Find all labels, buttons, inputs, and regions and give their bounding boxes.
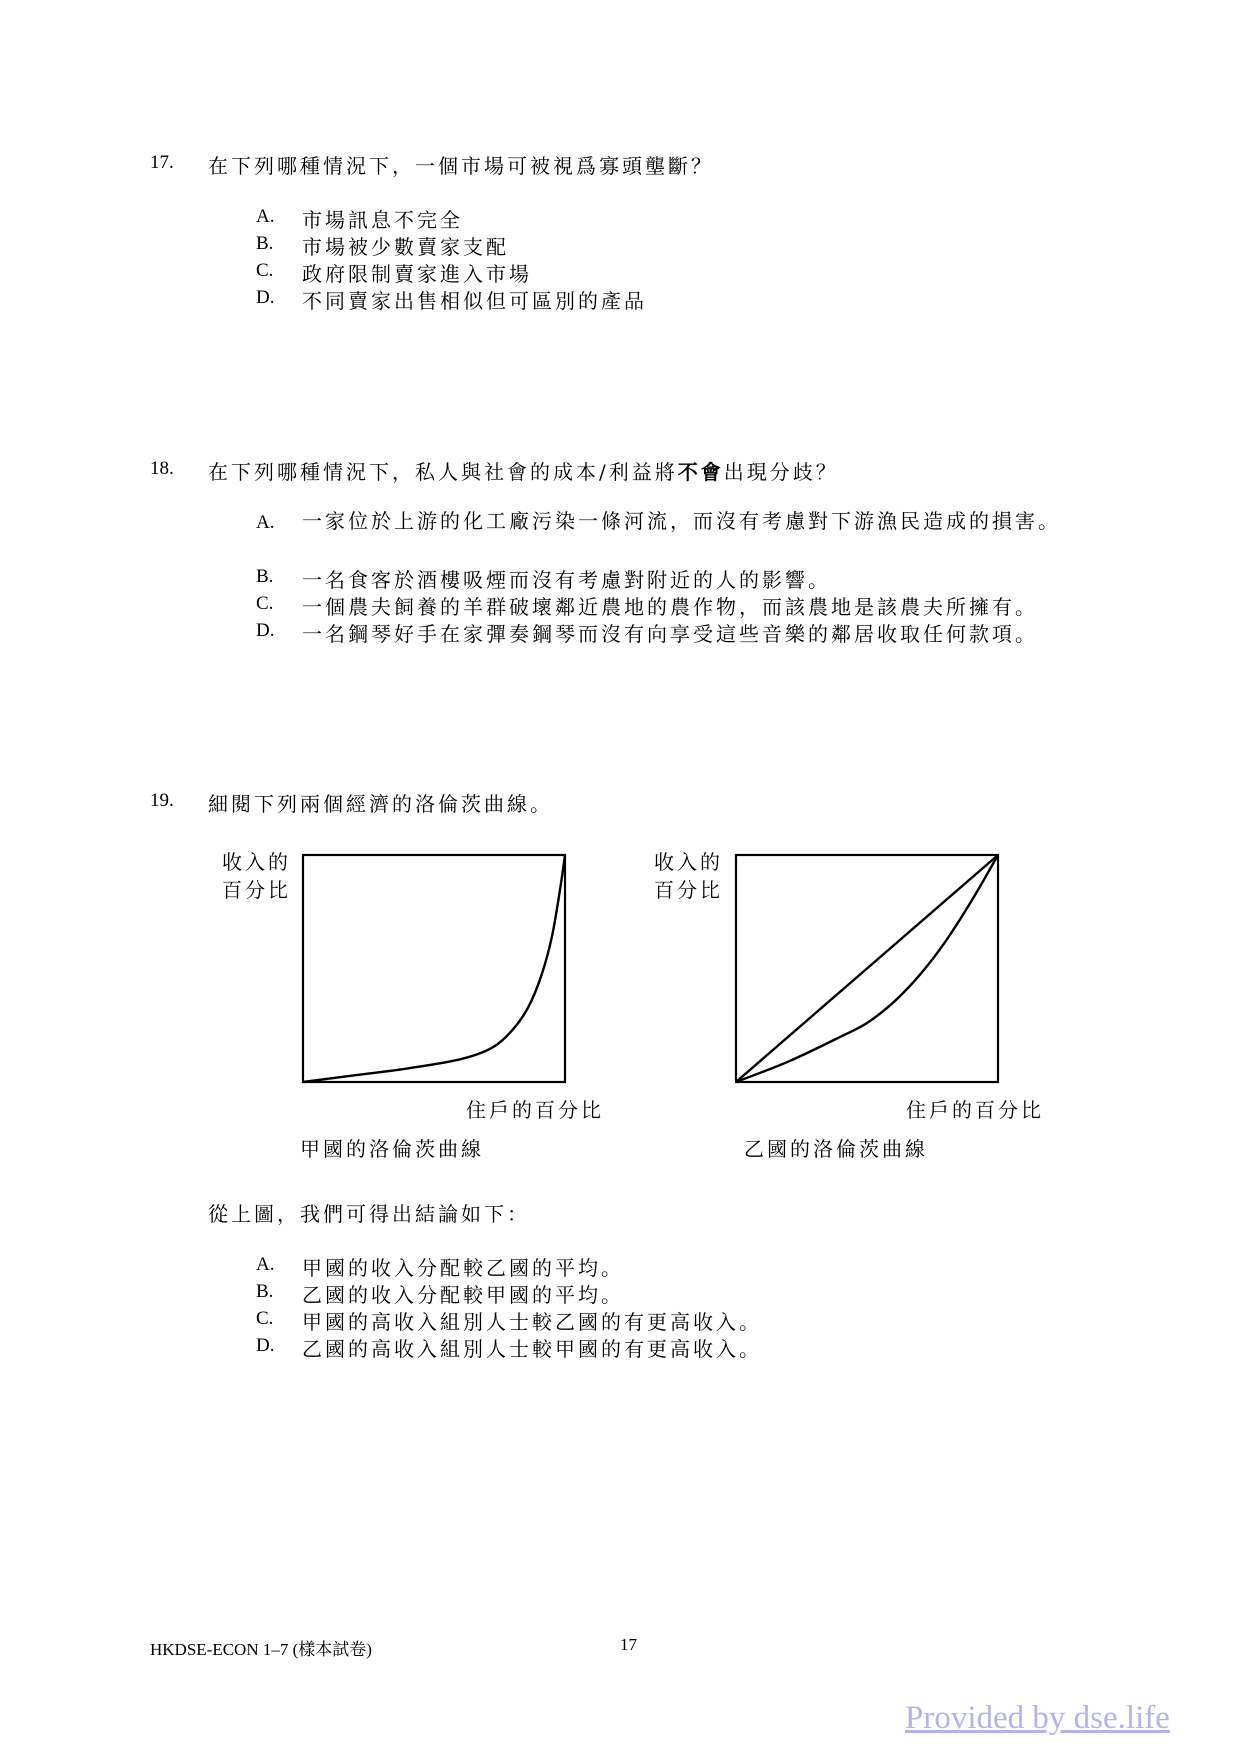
q19-option-c-text: 甲國的高收入組別人士較乙國的有更高收入。 — [302, 1310, 762, 1334]
footer-page-number: 17 — [620, 1635, 637, 1654]
chart-b-ylabel-line2: 百分比 — [654, 878, 723, 902]
question-19-conclusion-intro: 從上圖，我們可得出結論如下： — [208, 1202, 530, 1226]
q17-option-a-text: 市場訊息不完全 — [302, 208, 463, 232]
footer-paper-code: HKDSE-ECON 1–7 (樣本試卷) — [150, 1640, 372, 1659]
q18-option-a-letter: A. — [256, 512, 275, 533]
chart-b-title: 乙國的洛倫茨曲線 — [744, 1137, 928, 1161]
chart-b-xlabel: 住戶的百分比 — [906, 1098, 1044, 1122]
question-18-stem — [208, 456, 839, 485]
q19-option-d-letter: D. — [256, 1335, 275, 1356]
q19-option-d-text: 乙國的高收入組別人士較甲國的有更高收入。 — [302, 1337, 762, 1361]
watermark-link[interactable]: Provided by dse.life — [905, 1700, 1170, 1736]
chart-a-frame — [303, 855, 565, 1082]
q18-option-b-letter: B. — [256, 566, 274, 587]
question-18-stem-start: 在下列哪種情況下，私人與社會的成本/利益將 — [208, 460, 678, 484]
chart-b-ylabel-line1: 收入的 — [654, 850, 723, 874]
chart-b-ylabel — [654, 848, 723, 904]
q19-option-b-text: 乙國的收入分配較甲國的平均。 — [302, 1283, 624, 1307]
chart-a-lorenz-curve — [303, 855, 565, 1082]
q18-option-c-text: 一個農夫飼養的羊群破壞鄰近農地的農作物，而該農地是該農夫所擁有。 — [302, 595, 1038, 619]
q18-option-a-text: 一家位於上游的化工廠污染一條河流，而沒有考慮對下游漁民造成的損害。 — [302, 509, 1061, 533]
q18-option-c-letter: C. — [256, 593, 274, 614]
question-18-number: 18. — [150, 458, 174, 479]
q19-option-c-letter: C. — [256, 1308, 274, 1329]
q17-option-b-text: 市場被少數賣家支配 — [302, 235, 509, 259]
q18-option-b-text: 一名食客於酒樓吸煙而沒有考慮對附近的人的影響。 — [302, 568, 831, 592]
q18-option-d-text: 一名鋼琴好手在家彈奏鋼琴而沒有向享受這些音樂的鄰居收取任何款項。 — [302, 622, 1038, 646]
q17-option-c-text: 政府限制賣家進入市場 — [302, 262, 532, 286]
lorenz-chart-country-b — [733, 853, 1003, 1085]
question-19-stem: 細閱下列兩個經濟的洛倫茨曲線。 — [208, 792, 553, 816]
question-17-stem: 在下列哪種情況下，一個市場可被視爲寡頭壟斷？ — [208, 154, 714, 178]
chart-a-ylabel-line1: 收入的 — [222, 850, 291, 874]
q19-option-b-letter: B. — [256, 1281, 274, 1302]
q17-option-d-text: 不同賣家出售相似但可區別的產品 — [302, 289, 647, 313]
q17-option-d-letter: D. — [256, 287, 275, 308]
question-18-stem-emphasis: 不會 — [677, 460, 724, 484]
question-18-stem-end: 出現分歧？ — [723, 460, 839, 484]
chart-a-xlabel: 住戶的百分比 — [466, 1098, 604, 1122]
q17-option-a-letter: A. — [256, 206, 275, 227]
q18-option-d-letter: D. — [256, 620, 275, 641]
q17-option-b-letter: B. — [256, 233, 274, 254]
chart-a-ylabel — [222, 848, 291, 904]
chart-b-equality-line — [736, 855, 998, 1082]
chart-a-ylabel-line2: 百分比 — [222, 878, 291, 902]
chart-a-title: 甲國的洛倫茨曲線 — [300, 1137, 484, 1161]
question-17-number: 17. — [150, 152, 174, 173]
q19-option-a-text: 甲國的收入分配較乙國的平均。 — [302, 1256, 624, 1280]
question-19-number: 19. — [150, 790, 174, 811]
lorenz-chart-country-a — [300, 853, 570, 1085]
q17-option-c-letter: C. — [256, 260, 274, 281]
q19-option-a-letter: A. — [256, 1254, 275, 1275]
